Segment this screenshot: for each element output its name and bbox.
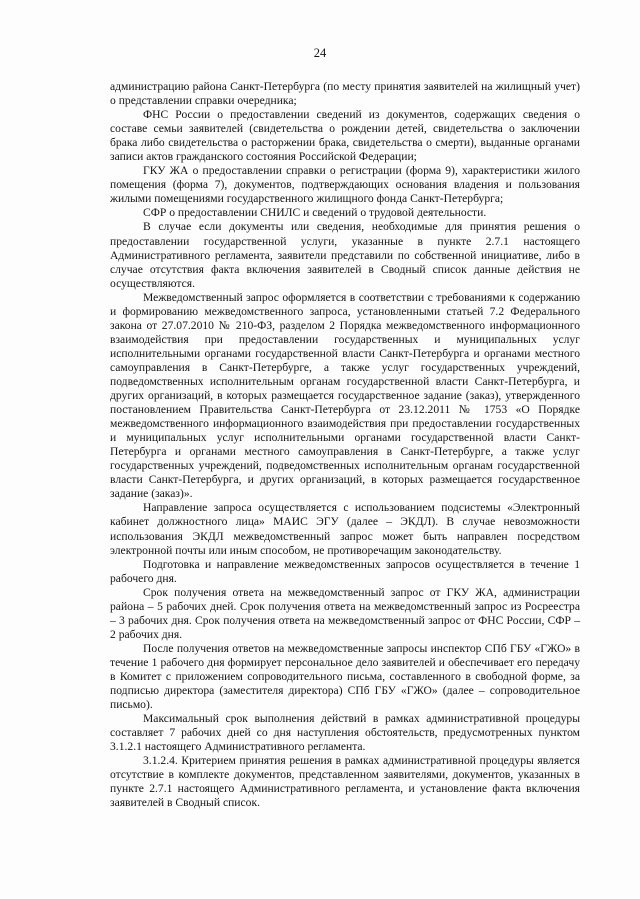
paragraph-decision-criterion: 3.1.2.4. Критерием принятия решения в рамках административной процедуры является отсутствие в комплекте документов, представленном заявителями, документов, указанных в пункте 2.7.1 настоящего Административного регламента, и установление факта включения заявителей в Сводный список. <box>110 754 580 810</box>
paragraph-gku-zha-request: ГКУ ЖА о предоставлении справки о регистрации (форма 9), характеристики жилого помещения (форма 7), документов, подтверждающих основания владения и пользования жилыми помещениями государственного жилищного фонда Санкт-Петербурга; <box>110 164 580 206</box>
paragraph-sfr-request: СФР о предоставлении СНИЛС и сведений о трудовой деятельности. <box>143 206 487 220</box>
paragraph-personal-file: После получения ответов на межведомственные запросы инспектор СПб ГБУ «ГЖО» в течение 1 рабочего дня формирует персональное дело заявителей и обеспечивает его передачу в Комитет с приложением сопроводительного письма, составленного в свободной форме, за подписью директора (заместителя директора) СПб ГБУ «ГЖО» (далее – сопроводительное письмо). <box>110 641 580 712</box>
paragraph-request-channel: Направление запроса осуществляется с использованием подсистемы «Электронный кабинет должностного лица» МАИС ЭГУ (далее – ЭКДЛ). В случае невозможности использования ЭКДЛ межведомственный запрос может быть направлен посредством электронной почты или иным способом, не противоречащим законодательству. <box>110 501 580 557</box>
document-body <box>110 80 580 810</box>
page-number: 24 <box>313 46 327 60</box>
paragraph-response-terms: Срок получения ответа на межведомственный запрос от ГКУ ЖА, администрации района – 5 рабочих дней. Срок получения ответа на межведомственный запрос из Росреестра – 3 рабочих дня. Срок получения ответа на межведомственный запрос от ФНС России, СФР – 2 рабочих дня. <box>110 585 580 641</box>
paragraph-own-initiative: В случае если документы или сведения, необходимые для принятия решения о предоставлении государственной услуги, указанные в пункте 2.7.1 настоящего Административного регламента, заявители представили по собственной инициативе, либо в случае отсутствия факта включения заявителей в Сводный список данные действия не осуществляются. <box>110 220 580 290</box>
paragraph-max-term: Максимальный срок выполнения действий в рамках административной процедуры составляет 7 рабочих дней со дня наступления обстоятельств, предусмотренных пунктом 3.1.2.1 настоящего Административного регламента. <box>110 712 580 754</box>
paragraph-fns-request: ФНС России о предоставлении сведений из документов, содержащих сведения о составе семьи заявителей (свидетельства о рождении детей, свидетельства о заключении брака либо свидетельства о расторжении брака, свидетельства о смерти), выданные органами записи актов гражданского состояния Российской Федерации; <box>110 108 580 164</box>
paragraph-admin-district: администрацию района Санкт-Петербурга (по месту принятия заявителей на жилищный учет) о представлении справки очередника; <box>110 80 580 108</box>
paragraph-request-requirements: Межведомственный запрос оформляется в соответствии с требованиями к содержанию и формированию межведомственного запроса, установленными статьей 7.2 Федерального закона от 27.07.2010 № 210-ФЗ, разделом 2 Порядка межведомственного информационного взаимодействия при предоставлении государственных и муниципальных услуг исполнительными органами государственной власти Санкт-Петербурга и органами местного самоуправления в Санкт-Петербурге, а также услуг государственных учреждений, подведомственных исполнительным органам государственной власти Санкт-Петербурга, и других организаций, в которых размещается государственное задание (заказ), утвержденного постановлением Правительства Санкт-Петербурга от 23.12.2011 № 1753 «О Порядке межведомственного информационного взаимодействия при предоставлении государственных и муниципальных услуг исполнительными органами государственной власти Санкт-Петербурга и органами местного самоуправления в Санкт-Петербурге, а также услуг государственных учреждений, подведомственных исполнительным органам государственной власти Санкт-Петербурга, и других организаций, в которых размещается государственное задание (заказ)». <box>110 290 580 501</box>
paragraph-preparation-term: Подготовка и направление межведомственных запросов осуществляется в течение 1 рабочего дня. <box>110 557 580 585</box>
